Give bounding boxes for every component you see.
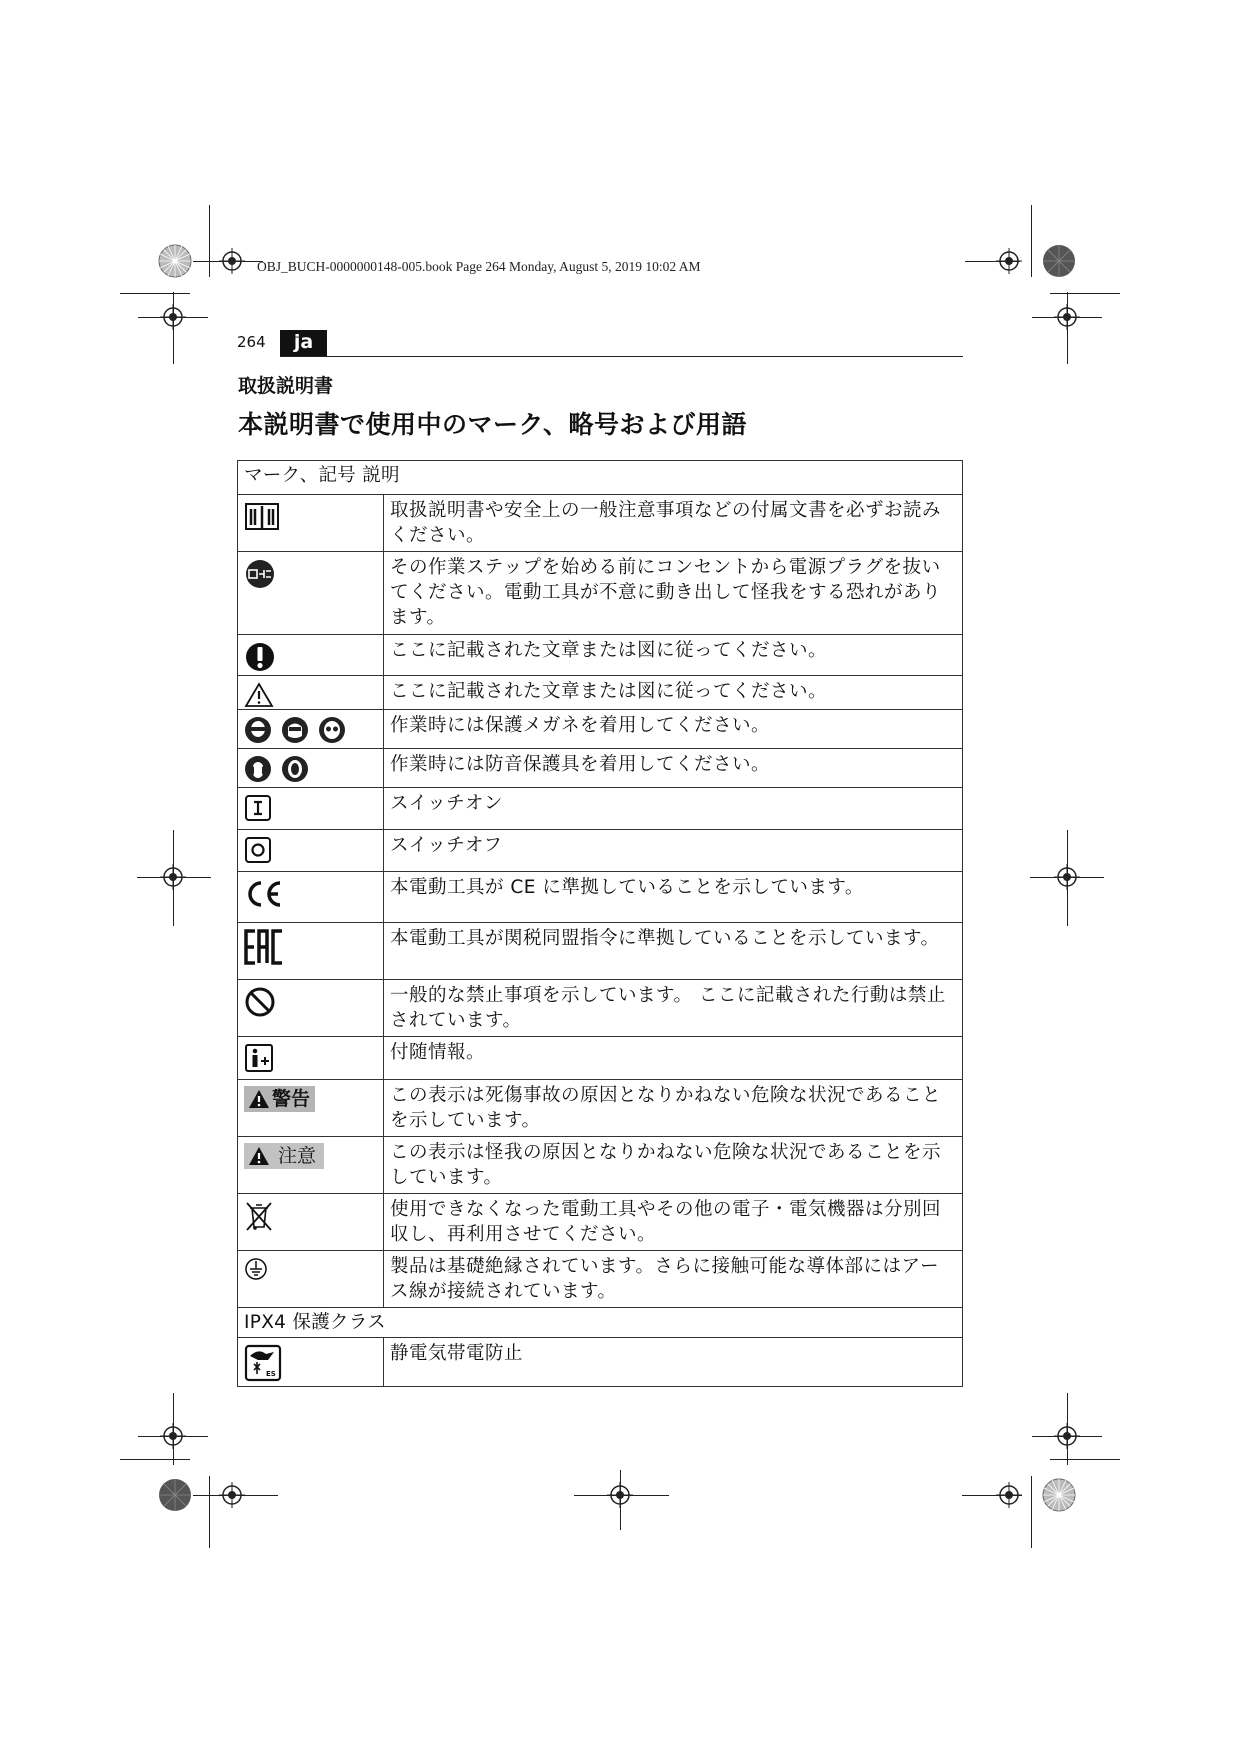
esd-protection-icon <box>244 1344 282 1382</box>
table-row <box>238 749 963 788</box>
symbol-cell <box>238 495 384 552</box>
table-row <box>238 1251 963 1308</box>
safety-glasses-icon <box>318 716 346 744</box>
table-row <box>238 1194 963 1251</box>
registration-target-icon <box>1054 1423 1080 1449</box>
registration-target-icon <box>996 1482 1022 1508</box>
table-row <box>238 1308 963 1338</box>
description-cell: 作業時には防音保護具を着用してください。 <box>384 749 963 788</box>
header-rule <box>280 356 963 357</box>
registration-target-icon <box>219 248 245 274</box>
switch-off-icon <box>244 836 272 864</box>
symbol-cell <box>238 676 384 710</box>
earth-ground-icon <box>244 1257 268 1281</box>
registration-target-icon <box>1054 864 1080 890</box>
symbol-cell <box>238 788 384 830</box>
warning-triangle-icon <box>244 682 274 708</box>
symbol-cell <box>238 1080 384 1137</box>
symbol-cell <box>238 1037 384 1080</box>
symbol-cell <box>238 830 384 872</box>
print-rosette-icon <box>1042 1478 1076 1512</box>
info-plus-icon <box>244 1043 274 1073</box>
manual-book-icon <box>244 501 280 531</box>
symbol-cell <box>238 635 384 676</box>
description-cell: 静電気帯電防止 <box>384 1338 963 1387</box>
registration-target-icon <box>160 1423 186 1449</box>
print-rosette-icon <box>158 1478 192 1512</box>
table-row <box>238 676 963 710</box>
description-cell: 一般的な禁止事項を示しています。 ここに記載された行動は禁止されています。 <box>384 980 963 1037</box>
description-cell: 作業時には保護メガネを着用してください。 <box>384 710 963 749</box>
ear-muffs-icon <box>244 755 272 783</box>
description-cell: 付随情報。 <box>384 1037 963 1080</box>
ce-mark-icon <box>244 878 284 910</box>
language-tab: ja <box>280 330 327 356</box>
description-cell: この表示は死傷事故の原因となりかねない危険な状況であることを示しています。 <box>384 1080 963 1137</box>
registration-target-icon <box>607 1482 633 1508</box>
caution-badge-label: 注意 <box>278 1145 317 1167</box>
full-width-row: IPX4 保護クラス <box>238 1308 963 1338</box>
table-row <box>238 872 963 923</box>
symbol-cell <box>238 1251 384 1308</box>
symbol-cell <box>238 1194 384 1251</box>
description-cell: 本電動工具が関税同盟指令に準拠していることを示しています。 <box>384 923 963 980</box>
warning-triangle-icon <box>248 1146 270 1166</box>
goggles-icon <box>244 716 272 744</box>
description-cell: スイッチオフ <box>384 830 963 872</box>
table-row <box>238 788 963 830</box>
table-header: マーク、記号 説明 <box>238 461 963 495</box>
eac-mark-icon <box>244 929 284 965</box>
warning-triangle-icon <box>248 1089 270 1109</box>
face-shield-icon <box>281 716 309 744</box>
mandatory-exclamation-icon <box>244 641 276 673</box>
registration-target-icon <box>160 864 186 890</box>
table-row <box>238 552 963 635</box>
registration-target-icon <box>1054 304 1080 330</box>
symbol-cell <box>238 980 384 1037</box>
description-cell: 使用できなくなった電動工具やその他の電子・電気機器は分別回収し、再利用させてください。 <box>384 1194 963 1251</box>
description-cell: ここに記載された文章または図に従ってください。 <box>384 635 963 676</box>
table-row <box>238 635 963 676</box>
ear-protection-icons <box>244 757 312 778</box>
table-row <box>238 710 963 749</box>
symbol-cell <box>238 1338 384 1387</box>
table-row <box>238 830 963 872</box>
registration-target-icon <box>996 248 1022 274</box>
symbol-cell <box>238 552 384 635</box>
table-row <box>238 1338 963 1387</box>
switch-on-icon <box>244 794 272 822</box>
warning-badge <box>244 1086 315 1112</box>
warning-badge-label: 警告 <box>272 1088 311 1110</box>
svg-text:ES: ES <box>266 1370 276 1378</box>
table-row <box>238 1137 963 1194</box>
crossed-bin-icon <box>244 1200 274 1232</box>
table-header-row <box>238 461 963 495</box>
symbol-cell <box>238 1137 384 1194</box>
description-cell: ここに記載された文章または図に従ってください。 <box>384 676 963 710</box>
page-title: 本説明書で使用中のマーク、略号および用語 <box>238 410 748 439</box>
registration-target-icon <box>160 304 186 330</box>
table-row <box>238 1037 963 1080</box>
description-cell: その作業ステップを始める前にコンセントから電源プラグを抜いてください。電動工具が不意に動き出して怪我をする恐れがあります。 <box>384 552 963 635</box>
symbol-cell <box>238 710 384 749</box>
description-cell: 取扱説明書や安全上の一般注意事項などの付属文書を必ずお読みください。 <box>384 495 963 552</box>
file-header: OBJ_BUCH-0000000148-005.book Page 264 Monday, August 5, 2019 10:02 AM <box>257 259 701 274</box>
print-rosette-icon <box>1042 244 1076 278</box>
registration-target-icon <box>219 1482 245 1508</box>
eye-protection-icons <box>244 718 349 739</box>
table-row <box>238 1080 963 1137</box>
caution-badge <box>244 1143 324 1169</box>
symbol-cell <box>238 749 384 788</box>
table-row <box>238 495 963 552</box>
page-number: 264 <box>237 333 266 351</box>
description-cell: この表示は怪我の原因となりかねない危険な状況であることを示しています。 <box>384 1137 963 1194</box>
unplug-icon <box>244 558 276 590</box>
table-row <box>238 980 963 1037</box>
table-row <box>238 923 963 980</box>
symbol-cell <box>238 923 384 980</box>
description-cell: 製品は基礎絶縁されています。さらに接触可能な導体部にはアース線が接続されています。 <box>384 1251 963 1308</box>
prohibition-icon <box>244 986 276 1018</box>
section-label: 取扱説明書 <box>238 375 334 397</box>
description-cell: スイッチオン <box>384 788 963 830</box>
symbol-cell <box>238 872 384 923</box>
ear-plugs-icon <box>281 755 309 783</box>
symbols-table <box>237 460 963 1387</box>
description-cell: 本電動工具が CE に準拠していることを示しています。 <box>384 872 963 923</box>
print-rosette-icon <box>158 244 192 278</box>
